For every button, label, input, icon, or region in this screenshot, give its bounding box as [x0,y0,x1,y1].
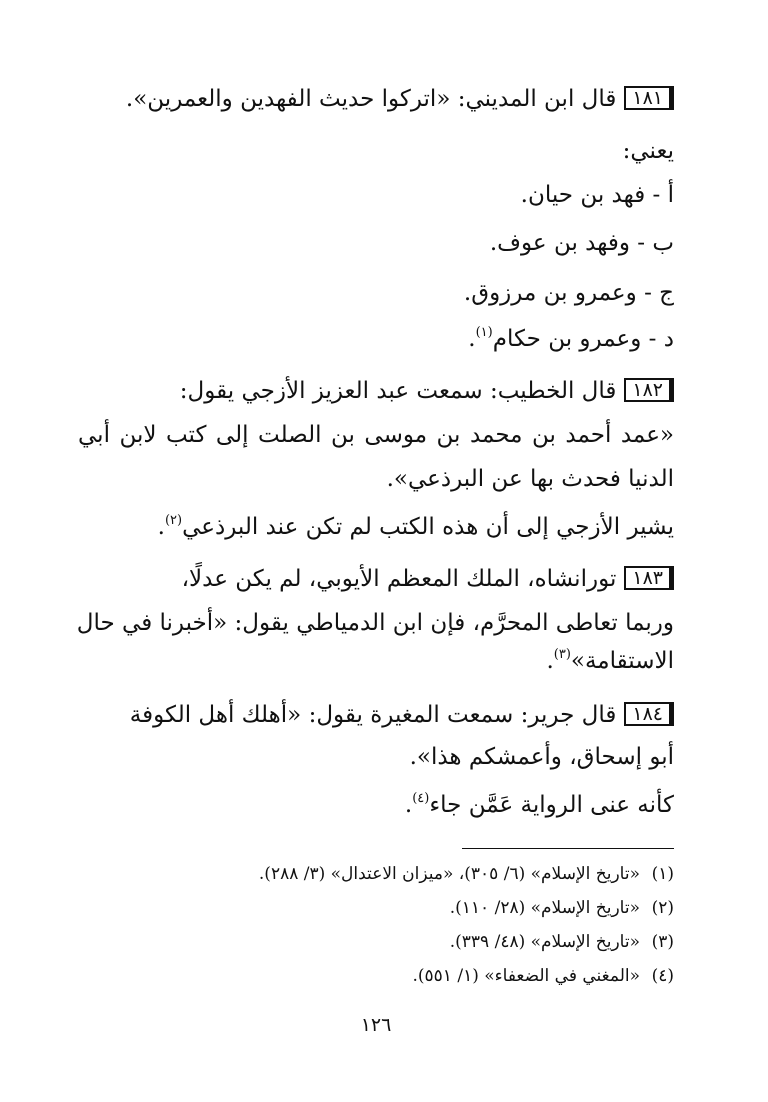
footnote [450,896,674,920]
line-text: كأنه عنى الرواية عَمَّن جاء [429,792,674,818]
entry-182 [180,374,674,408]
footnote-text: «المغني في الضعفاء» (١/ ٥٥١). [412,966,640,986]
text-line: ب - وفهد بن عوف. [489,230,674,256]
text-line: وربما تعاطى المحرَّم، فإن ابن الدمياطي يقول: «أخبرنا في حال [76,610,674,636]
text-line: الدنيا فحدث بها عن البرذعي». [386,466,674,492]
entry-text: قال الخطيب: سمعت عبد العزيز الأزجي يقول: [179,378,617,404]
footnote-number: (٣) [651,932,674,952]
footnote-ref: (٤) [412,791,430,806]
entry-number: ١٨٢ [624,378,674,402]
text-line: «عمد أحمد بن محمد بن موسى بن الصلت إلى كتب لابن أبي [78,422,674,448]
footnote [450,930,674,954]
entry-number: ١٨٤ [624,702,674,726]
footnote [259,862,674,886]
footnote-number: (١) [651,864,674,884]
period: . [404,792,413,818]
footnote-text: «تاريخ الإسلام» (٤٨/ ٣٣٩). [449,932,640,952]
entry-181 [126,82,674,116]
text-line: يعني: [622,138,674,164]
entry-number: ١٨١ [624,86,674,110]
entry-text: قال ابن المديني: «اتركوا حديث الفهدين والعمرين». [125,86,617,112]
entry-text: قال جرير: سمعت المغيرة يقول: «أهلك أهل الكوفة [129,702,617,728]
line-text: د - وعمرو بن حكام [492,326,674,352]
footnote-ref: (٣) [553,647,571,662]
footnote-text: «تاريخ الإسلام» (٦/ ٣٠٥)، «ميزان الاعتدال» (٣/ ٢٨٨). [258,864,640,884]
footnote-text: «تاريخ الإسلام» (٢٨/ ١١٠). [449,898,640,918]
footnote-ref: (٢) [164,513,183,528]
period: . [546,648,554,674]
page-body [78,70,674,1070]
footnote [412,964,674,988]
text-line [158,510,674,544]
footnote-number: (٢) [651,898,674,918]
text-line [546,644,674,678]
text-line: أبو إسحاق، وأعمشكم هذا». [409,744,674,770]
period: . [157,514,165,540]
text-line [468,322,674,356]
line-text: الاستقامة» [570,648,674,674]
page-number: ١٢٦ [360,1014,392,1036]
entry-183 [182,562,674,596]
period: . [468,326,476,352]
text-line: ج - وعمرو بن مرزوق. [463,280,674,306]
footnote-number: (٤) [651,966,674,986]
footnote-divider [462,848,674,849]
text-line: أ - فهد بن حيان. [520,182,674,208]
text-line [405,788,674,822]
entry-number: ١٨٣ [624,566,674,590]
entry-text: تورانشاه، الملك المعظم الأيوبي، لم يكن عدلًا، [181,566,617,592]
line-text: يشير الأزجي إلى أن هذه الكتب لم تكن عند البرذعي [182,514,674,540]
entry-184 [130,698,674,732]
footnote-ref: (١) [475,325,493,340]
